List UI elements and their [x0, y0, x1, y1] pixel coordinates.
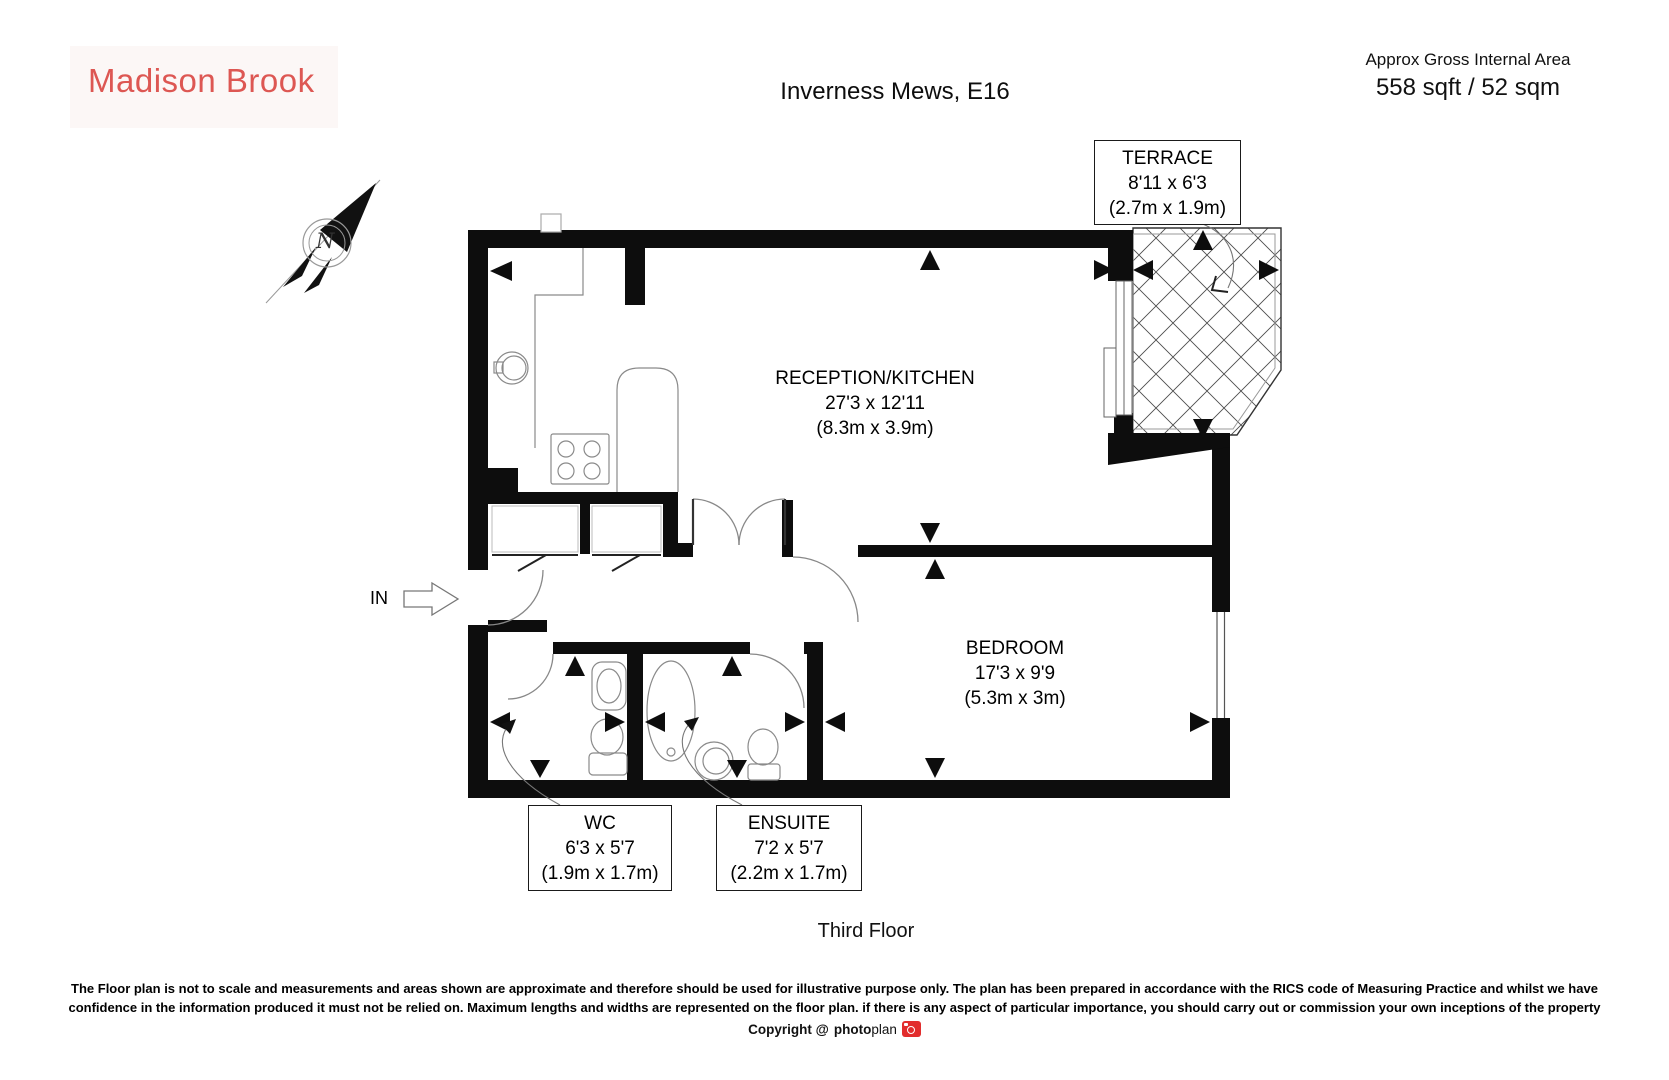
terrace-area — [1133, 228, 1281, 435]
terrace-label: TERRACE 8'11 x 6'3 (2.7m x 1.9m) — [1094, 140, 1241, 225]
bedroom-door-arc — [793, 557, 858, 622]
terrace-sliding-door — [1104, 281, 1132, 417]
french-door-left-arc — [693, 499, 739, 545]
kitchen-sink — [496, 352, 528, 384]
page-title: Inverness Mews, E16 — [780, 78, 1010, 105]
gia-value: 558 sqft / 52 sqm — [1375, 74, 1561, 101]
wc-door-arc — [508, 654, 553, 699]
disclaimer-line-2: confidence in the information produced it must not be relied on. Maximum lengths and widths are represented on the floor plan. if there is any aspect of particular importance, you should carry out or commission your own inceptions of the property — [68, 1000, 1601, 1015]
floor-name: Third Floor — [817, 920, 915, 942]
copyright-line — [0, 1021, 1669, 1037]
ensuite-toilet — [748, 729, 778, 765]
photoplan-camera-icon — [902, 1021, 921, 1037]
copyright-prefix: Copyright @ — [748, 1021, 829, 1037]
entry-label: IN — [370, 588, 388, 608]
gross-internal-area — [1268, 50, 1668, 102]
french-door-right-arc — [739, 499, 785, 545]
reception-label: RECEPTION/KITCHEN 27'3 x 12'11 (8.3m x 3.9m) — [775, 368, 975, 439]
bathtub — [647, 661, 695, 761]
disclaimer-line-1: The Floor plan is not to scale and measurements and areas shown are approximate and therefore should be used for illustrative purpose only. The plan has been prepared in accordance with the RICS code of Measuring Practice and whilst we have — [71, 981, 1598, 996]
wc-label: WC 6'3 x 5'7 (1.9m x 1.7m) — [528, 805, 672, 891]
kitchen-fixtures — [494, 214, 678, 492]
photoplan-brand-light: plan — [871, 1021, 897, 1037]
entry-arrow-icon — [404, 583, 458, 615]
closet-doors — [492, 506, 661, 571]
kitchen-island — [617, 368, 678, 492]
bedroom-label: BEDROOM 17'3 x 9'9 (5.3m x 3m) — [964, 638, 1066, 709]
kitchen-counter — [535, 248, 583, 448]
ensuite-door-arc — [750, 654, 804, 708]
gia-label: Approx Gross Internal Area — [1365, 50, 1571, 69]
agency-logo: Madison Brook — [88, 62, 315, 99]
photoplan-brand-bold: photo — [833, 1021, 872, 1037]
flue-vent — [541, 214, 561, 232]
ensuite-label: ENSUITE 7'2 x 5'7 (2.2m x 1.7m) — [716, 805, 862, 891]
bedroom-window — [1212, 612, 1230, 718]
ensuite-fixtures — [647, 661, 780, 780]
entry-door-arc — [488, 570, 543, 625]
compass-north-label: N — [316, 229, 335, 253]
